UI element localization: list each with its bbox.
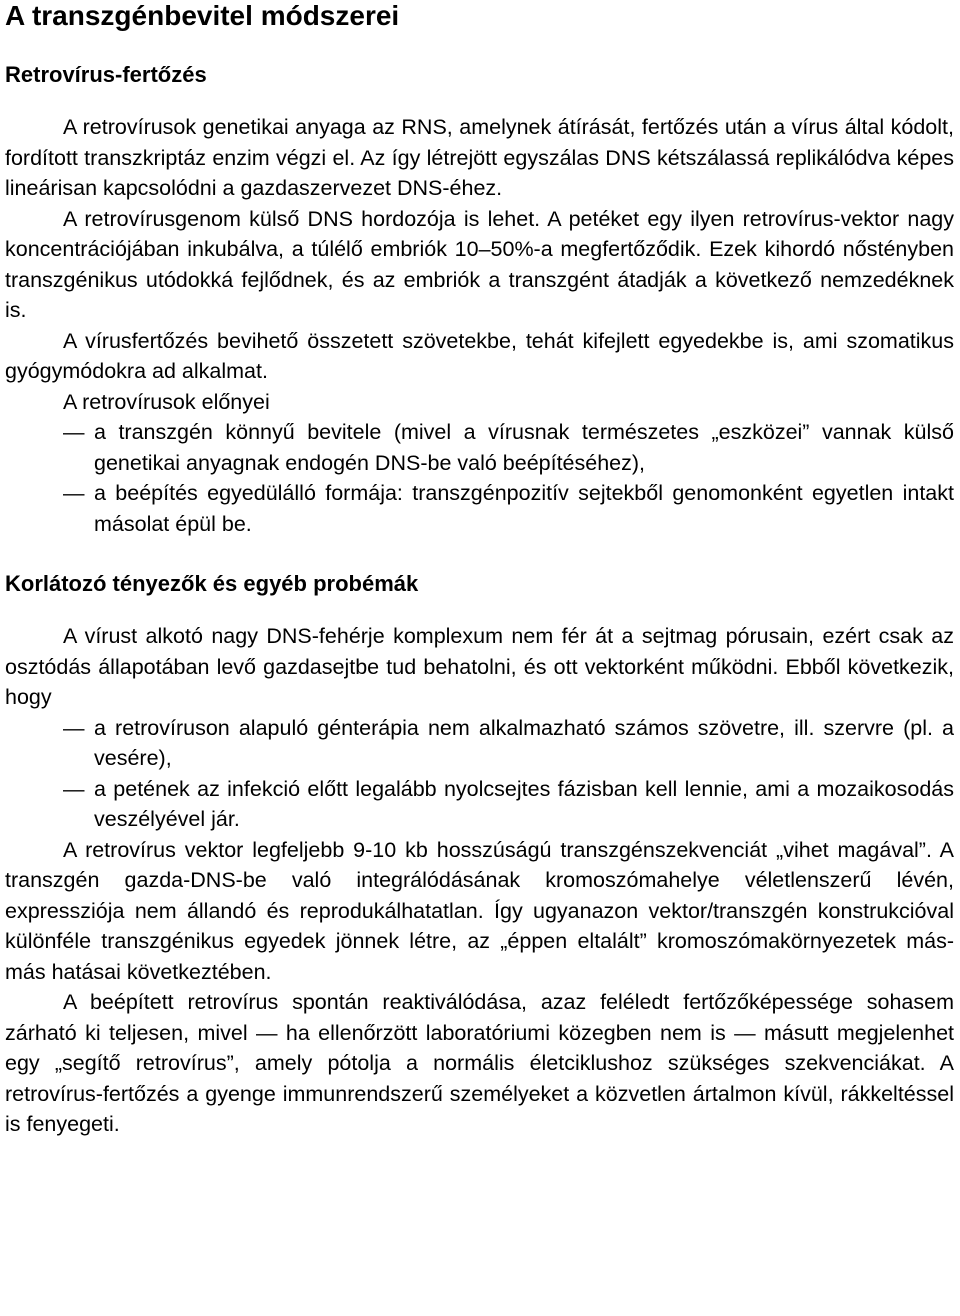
list-item — [5, 417, 954, 478]
list-item-text: a petének az infekció előtt legalább nyolcsejtes fázisban kell lennie, ami a mozaikosodás veszélyével jár. — [94, 776, 954, 831]
paragraph: A retrovírusgenom külső DNS hordozója is lehet. A petéket egy ilyen retrovírus-vektor nagy koncentrációjában inkubálva, a túlélő embriók 10–50%-a megfertőződik. Ezek kihordó nőstényben transzgénikus utódokká fejlődnek, és az embriók a transzgént átadják a következő nemzedéknek is. — [5, 206, 954, 322]
section-heading-limitations: Korlátozó tényezők és egyéb probémák — [5, 571, 419, 596]
section-heading-retrovirus: Retrovírus-fertőzés — [5, 62, 207, 87]
paragraph: A vírust alkotó nagy DNS-fehérje komplexum nem fér át a sejtmag pórusain, ezért csak az osztódás állapotában levő gazdasejtbe tud behatolni, és ott vektorként működni. Ebből következik, hogy — [5, 624, 954, 709]
section-retrovirus-body — [5, 112, 954, 539]
paragraph: A vírusfertőzés bevihető összetett szövetekbe, tehát kifejlett egyedekbe is, ami szomatikus gyógymódokra ad alkalmat. — [5, 328, 954, 383]
page-title: A transzgénbevitel módszerei — [5, 0, 400, 31]
dash-bullet: — — [63, 715, 85, 740]
list-item-text: a beépítés egyedülálló formája: transzgénpozitív sejtekből genomonként egyetlen intakt másolat épül be. — [94, 481, 954, 536]
list-item-text: a transzgén könnyű bevitele (mivel a vírusnak természetes „eszközei” vannak külső genetikai anyagnak endogén DNS-be való beépítéséhez), — [94, 420, 954, 475]
list-item — [5, 774, 954, 835]
section-limitations-body — [5, 621, 954, 1140]
advantages-list — [5, 417, 954, 539]
paragraph: A beépített retrovírus spontán reaktiválódása, azaz feléledt fertőzőképessége sohasem zárható ki teljesen, mivel — ha ellenőrzött laboratóriumi közegben nem is — másutt megjelenhet egy „segítő retrovírus”, amely pótolja a normális életciklushoz szükséges szekvenciákat. A retrovírus-fertőzés a gyenge immunrendszerű személyeket a közvetlen ártalmon kívül, rákkeltéssel is fenyegeti. — [5, 990, 954, 1136]
dash-bullet: — — [63, 776, 85, 801]
list-item — [5, 713, 954, 774]
paragraph: A retrovírus vektor legfeljebb 9-10 kb hosszúságú transzgénszekvenciát „vihet magával”. A transzgén gazda-DNS-be való integrálódásának kromoszómahelye véletlenszerű lévén, expressziója nem állandó és reprodukálhatatlan. Így ugyanazon vektor/transzgén konstrukcióval különféle transzgénikus egyedek jönnek létre, az „éppen eltalált” kromoszómakörnyezetek más-más hatásai következtében. — [5, 837, 954, 984]
list-item — [5, 478, 954, 539]
list-item-text: a retrovíruson alapuló génterápia nem alkalmazható számos szövetre, ill. szervre (pl. a vesére), — [94, 715, 954, 770]
consequences-list — [5, 713, 954, 835]
list-lead: A retrovírusok előnyei — [63, 389, 270, 414]
dash-bullet: — — [63, 420, 85, 444]
dash-bullet: — — [63, 481, 85, 505]
paragraph: A retrovírusok genetikai anyaga az RNS, amelynek átírását, fertőzés után a vírus által kódolt, fordított transzkriptáz enzim végzi el. Az így létrejött egyszálas DNS kétszálassá replikálódva képes lineárisan kapcsolódni a gazdaszervezet DNS-éhez. — [5, 115, 954, 200]
